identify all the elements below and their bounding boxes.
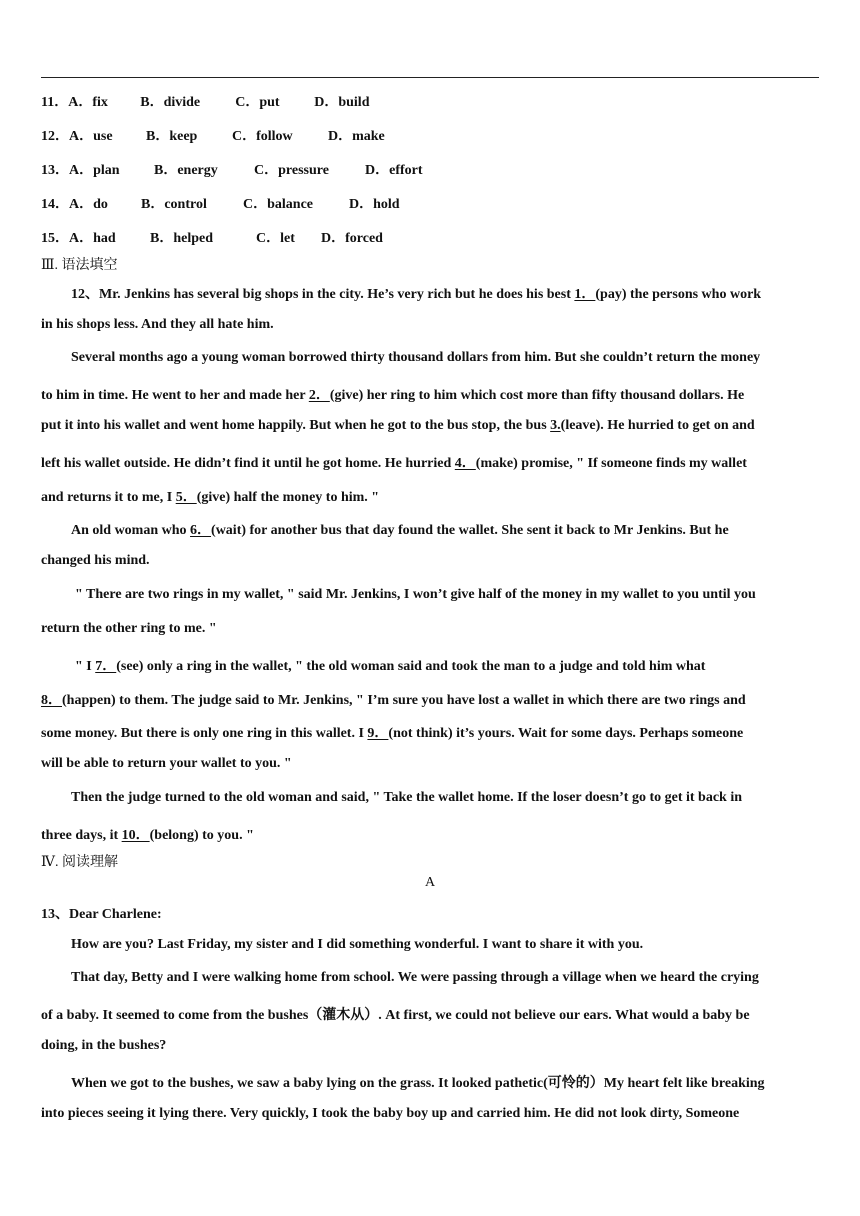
- passage-line: An old woman who 6．(wait) for another bus that day found the wallet. She sent it back to Mr Jenkins. But he: [71, 523, 729, 538]
- passage-line: When we got to the bushes, we saw a baby lying on the grass. It looked pathetic(可怜的）My heart felt like breaking: [71, 1076, 765, 1091]
- option-b: B．energy: [154, 163, 218, 178]
- passage-line: will be able to return your wallet to you. ": [41, 756, 292, 771]
- option-a: A．had: [69, 231, 116, 246]
- blank-3: 3.: [550, 418, 561, 433]
- blank-5: 5．: [175, 490, 197, 505]
- passage-line: 8．(happen) to them. The judge said to Mr. Jenkins, " I’m sure you have lost a wallet in which there are two rings and: [41, 693, 746, 708]
- option-c: C．let: [256, 231, 295, 246]
- passage-line: Then the judge turned to the old woman and said, " Take the wallet home. If the loser doesn’t go to get it back in: [71, 790, 742, 805]
- option-c: C．pressure: [254, 163, 329, 178]
- question-number: 13．: [41, 163, 69, 178]
- passage-line: of a baby. It seemed to come from the bushes（灌木从）. At first, we could not believe our ears. What would a baby be: [41, 1008, 750, 1023]
- passage-line: changed his mind.: [41, 553, 150, 568]
- passage-line: That day, Betty and I were walking home from school. We were passing through a village when we heard the crying: [71, 970, 759, 985]
- option-row-15: [41, 227, 383, 247]
- option-b: B．control: [141, 197, 207, 212]
- option-c: C．put: [235, 95, 280, 110]
- question-number: 12．: [41, 129, 69, 144]
- header-rule: [41, 77, 819, 78]
- option-row-11: [41, 91, 369, 111]
- option-b: B．helped: [150, 231, 214, 246]
- passage-line: 12、Mr. Jenkins has several big shops in the city. He’s very rich but he does his best 1．(pay) the persons who work: [71, 287, 762, 302]
- blank-10: 10．: [121, 828, 150, 843]
- question-number: 15．: [41, 231, 69, 246]
- option-d: D．forced: [321, 231, 383, 246]
- passage-line: put it into his wallet and went home happily. But when he got to the bus stop, the bus 3.(leave). He hurried to get on and: [41, 418, 755, 433]
- passage-line: Several months ago a young woman borrowed thirty thousand dollars from him. But she couldn’t return the money: [71, 350, 761, 365]
- passage-a-label: A: [424, 875, 436, 890]
- option-d: D．build: [314, 95, 370, 110]
- passage-line: three days, it 10．(belong) to you. ": [41, 828, 254, 843]
- option-b: B．keep: [146, 129, 198, 144]
- option-row-14: [41, 193, 400, 213]
- passage-line: " There are two rings in my wallet, " said Mr. Jenkins, I won’t give half of the money in my wallet to you until you: [75, 587, 756, 602]
- blank-6: 6．: [190, 523, 212, 538]
- question-number: 11．: [41, 95, 69, 110]
- option-c: C．follow: [232, 129, 293, 144]
- question-number: 14．: [41, 197, 69, 212]
- section-heading-reading: Ⅳ. 阅读理解: [41, 855, 118, 870]
- passage-line: into pieces seeing it lying there. Very quickly, I took the baby boy up and carried him. He did not look dirty, Someone: [41, 1106, 740, 1121]
- passage-line: How are you? Last Friday, my sister and I did something wonderful. I want to share it with you.: [71, 937, 644, 952]
- option-d: D．make: [328, 129, 385, 144]
- blank-1: 1．: [574, 287, 596, 302]
- passage-line: 13、Dear Charlene:: [41, 907, 162, 922]
- option-a: A．plan: [69, 163, 120, 178]
- passage-line: and returns it to me, I 5．(give) half the money to him. ": [41, 490, 380, 505]
- option-a: A．do: [69, 197, 108, 212]
- option-row-13: [41, 159, 423, 179]
- option-a: A．use: [69, 129, 113, 144]
- passage-line: " I 7．(see) only a ring in the wallet, " the old woman said and took the man to a judge and told him what: [75, 659, 706, 674]
- passage-line: to him in time. He went to her and made her 2．(give) her ring to him which cost more than fifty thousand dollars. He: [41, 388, 745, 403]
- blank-2: 2．: [308, 388, 330, 403]
- passage-line: doing, in the bushes?: [41, 1038, 167, 1053]
- option-c: C．balance: [243, 197, 313, 212]
- passage-line: return the other ring to me. ": [41, 621, 217, 636]
- blank-4: 4．: [454, 456, 476, 471]
- option-d: D．hold: [349, 197, 400, 212]
- option-a: A．fix: [68, 95, 108, 110]
- blank-7: 7．: [95, 659, 117, 674]
- passage-line: left his wallet outside. He didn’t find it until he got home. He hurried 4．(make) promise, " If someone finds my wallet: [41, 456, 747, 471]
- blank-8: 8．: [41, 693, 62, 708]
- section-heading-grammar: Ⅲ. 语法填空: [41, 258, 118, 273]
- option-b: B．divide: [140, 95, 201, 110]
- passage-line: in his shops less. And they all hate him.: [41, 317, 274, 332]
- option-d: D．effort: [365, 163, 423, 178]
- option-row-12: [41, 125, 385, 145]
- passage-line: some money. But there is only one ring in this wallet. I 9．(not think) it’s yours. Wait for some days. Perhaps someone: [41, 726, 744, 741]
- blank-9: 9．: [367, 726, 389, 741]
